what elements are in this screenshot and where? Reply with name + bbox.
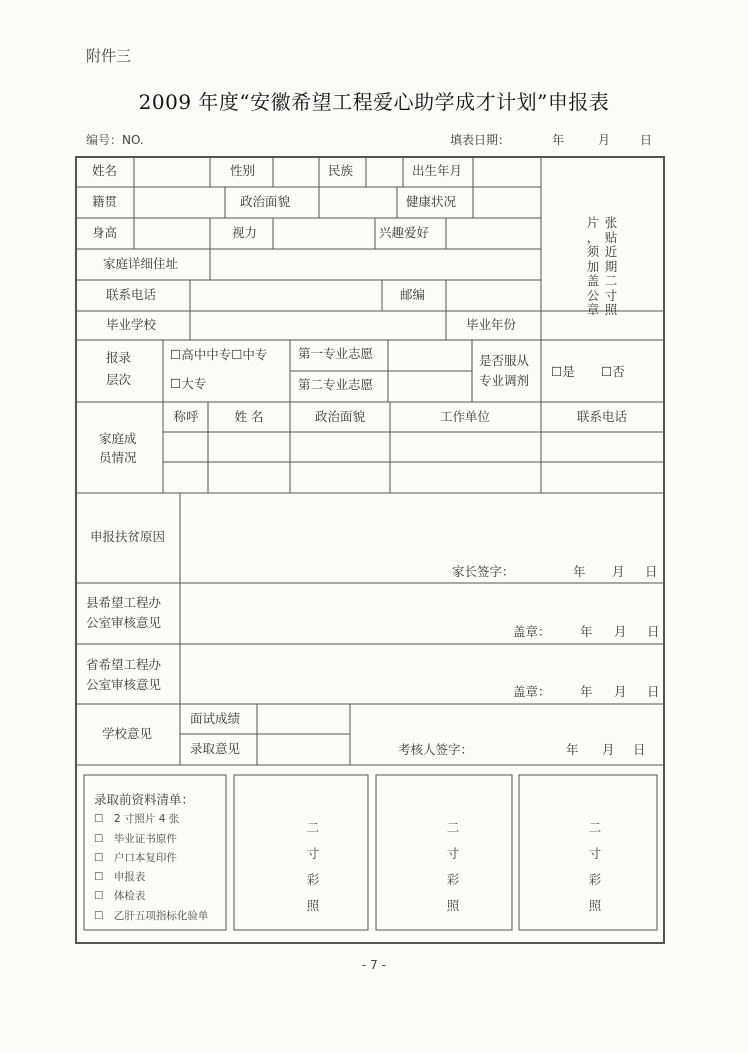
gender-input[interactable]	[274, 158, 318, 186]
second-major-input[interactable]	[389, 372, 471, 401]
fill-date-year[interactable]: 年	[552, 133, 565, 147]
adjust-label-line2: 专业调剂	[479, 373, 530, 388]
reason-month: 月	[612, 564, 625, 579]
family-label-line2: 员情况	[99, 450, 137, 465]
health-input[interactable]	[474, 188, 540, 217]
interview-score-input[interactable]	[258, 705, 349, 733]
birth-date-label: 出生年月	[412, 163, 463, 178]
province-day: 日	[647, 684, 660, 699]
checklist-item[interactable]: ☐ 户口本复印件	[94, 852, 177, 864]
reason-day: 日	[645, 564, 658, 579]
county-day: 日	[647, 624, 660, 639]
county-label-line1: 县希望工程办	[86, 595, 162, 610]
height-label: 身高	[92, 225, 118, 240]
health-label: 健康状况	[406, 194, 457, 209]
level-label-line1: 报录	[106, 350, 132, 365]
vision-label: 视力	[232, 225, 258, 240]
postcode-input[interactable]	[447, 281, 540, 310]
province-seal-label: 盖章：	[513, 684, 551, 699]
photo-note-column-1: 张 贴 近 期 二 寸 照	[604, 215, 618, 317]
vision-input[interactable]	[274, 219, 374, 248]
political-status-label: 政治面貌	[240, 194, 291, 209]
province-label-line2: 公室审核意见	[86, 677, 162, 692]
name-label: 姓名	[92, 163, 118, 178]
photo-box-3-label[interactable]: 二 寸 彩 照	[588, 820, 602, 913]
province-label-line1: 省希望工程办	[86, 657, 162, 672]
family-row[interactable]	[164, 463, 663, 492]
grad-year-input[interactable]	[542, 312, 663, 339]
photo-note-column-2: 片 ， 须 加 盖 公 章	[586, 215, 600, 317]
phone-label: 联系电话	[106, 287, 157, 302]
grad-year-label: 毕业年份	[466, 317, 517, 332]
reason-input[interactable]	[181, 494, 663, 554]
address-label: 家庭详细住址	[103, 256, 179, 271]
political-status-input[interactable]	[320, 188, 396, 217]
first-major-label: 第一专业志愿	[298, 346, 374, 361]
fill-date-day[interactable]: 日	[640, 133, 653, 147]
family-header-political: 政治面貌	[314, 408, 366, 424]
adjust-label-line1: 是否服从	[479, 353, 530, 368]
attachment-label: 附件三	[86, 47, 132, 65]
address-input[interactable]	[211, 250, 540, 279]
level-label-line2: 层次	[106, 372, 132, 387]
family-header-employer: 工作单位	[439, 408, 491, 424]
name-input[interactable]	[135, 158, 209, 186]
family-label-line1: 家庭成	[99, 431, 137, 446]
county-opinion-input[interactable]	[181, 584, 663, 618]
second-major-label: 第二专业志愿	[298, 377, 374, 392]
height-input[interactable]	[135, 219, 209, 248]
reason-year: 年	[573, 564, 586, 579]
county-year: 年	[580, 624, 593, 639]
family-header-name: 姓 名	[234, 408, 264, 424]
adjust-yes-checkbox[interactable]: ☐是	[551, 364, 575, 379]
county-seal-label: 盖章：	[513, 624, 551, 639]
native-place-label: 籍贯	[92, 194, 118, 209]
checklist-title: 录取前资料清单：	[94, 792, 195, 807]
checklist-item[interactable]: ☐ 乙肝五项指标化验单	[94, 910, 209, 922]
school-month: 月	[602, 742, 615, 757]
province-year: 年	[580, 684, 593, 699]
ethnicity-label: 民族	[328, 163, 354, 178]
page-title: 2009 年度“安徽希望工程爱心助学成才计划”申报表	[138, 90, 610, 114]
birth-date-input[interactable]	[474, 158, 540, 186]
hobbies-input[interactable]	[447, 219, 540, 248]
family-header-relation: 称呼	[173, 408, 199, 424]
checklist-item[interactable]: ☐ 体检表	[94, 890, 146, 902]
admission-opinion-input[interactable]	[258, 735, 349, 764]
photo-area[interactable]	[542, 158, 663, 310]
school-opinion-label: 学校意见	[102, 726, 153, 741]
phone-input[interactable]	[191, 281, 381, 310]
first-major-input[interactable]	[389, 341, 471, 370]
fill-date-month[interactable]: 月	[598, 133, 611, 147]
school-day: 日	[633, 742, 646, 757]
gender-label: 性别	[230, 163, 256, 178]
school-input[interactable]	[191, 312, 445, 339]
ethnicity-input[interactable]	[367, 158, 402, 186]
serial-number-field[interactable]: 编号：NO.	[86, 133, 144, 147]
checklist-item[interactable]: ☐ 毕业证书原件	[94, 833, 177, 845]
adjust-no-checkbox[interactable]: ☐否	[601, 364, 625, 379]
reviewer-signature-label: 考核人签字：	[398, 742, 474, 757]
level-option-highschool[interactable]: ☐高中中专☐中专	[170, 347, 268, 362]
school-year: 年	[566, 742, 579, 757]
parent-signature-label: 家长签字：	[452, 564, 515, 579]
level-option-college[interactable]: ☐大专	[170, 376, 207, 391]
county-label-line2: 公室审核意见	[86, 615, 162, 630]
photo-box-1-label[interactable]: 二 寸 彩 照	[306, 820, 320, 913]
postcode-label: 邮编	[400, 287, 426, 302]
checklist-item[interactable]: ☐ 申报表	[94, 871, 146, 883]
family-row[interactable]	[164, 433, 663, 461]
family-header-phone: 联系电话	[576, 408, 628, 424]
reason-label: 申报扶贫原因	[90, 529, 166, 544]
hobbies-label: 兴趣爱好	[379, 225, 430, 240]
school-label: 毕业学校	[106, 317, 157, 332]
page-number: - 7 -	[362, 958, 386, 972]
county-month: 月	[614, 624, 627, 639]
photo-box-2-label[interactable]: 二 寸 彩 照	[446, 820, 460, 913]
province-opinion-input[interactable]	[181, 645, 663, 679]
admission-opinion-label: 录取意见	[190, 741, 241, 756]
checklist-item[interactable]: ☐ 2 寸照片 4 张	[94, 813, 180, 825]
interview-score-label: 面试成绩	[190, 711, 241, 726]
province-month: 月	[614, 684, 627, 699]
native-place-input[interactable]	[135, 188, 224, 217]
fill-date-label: 填表日期：	[450, 133, 511, 147]
